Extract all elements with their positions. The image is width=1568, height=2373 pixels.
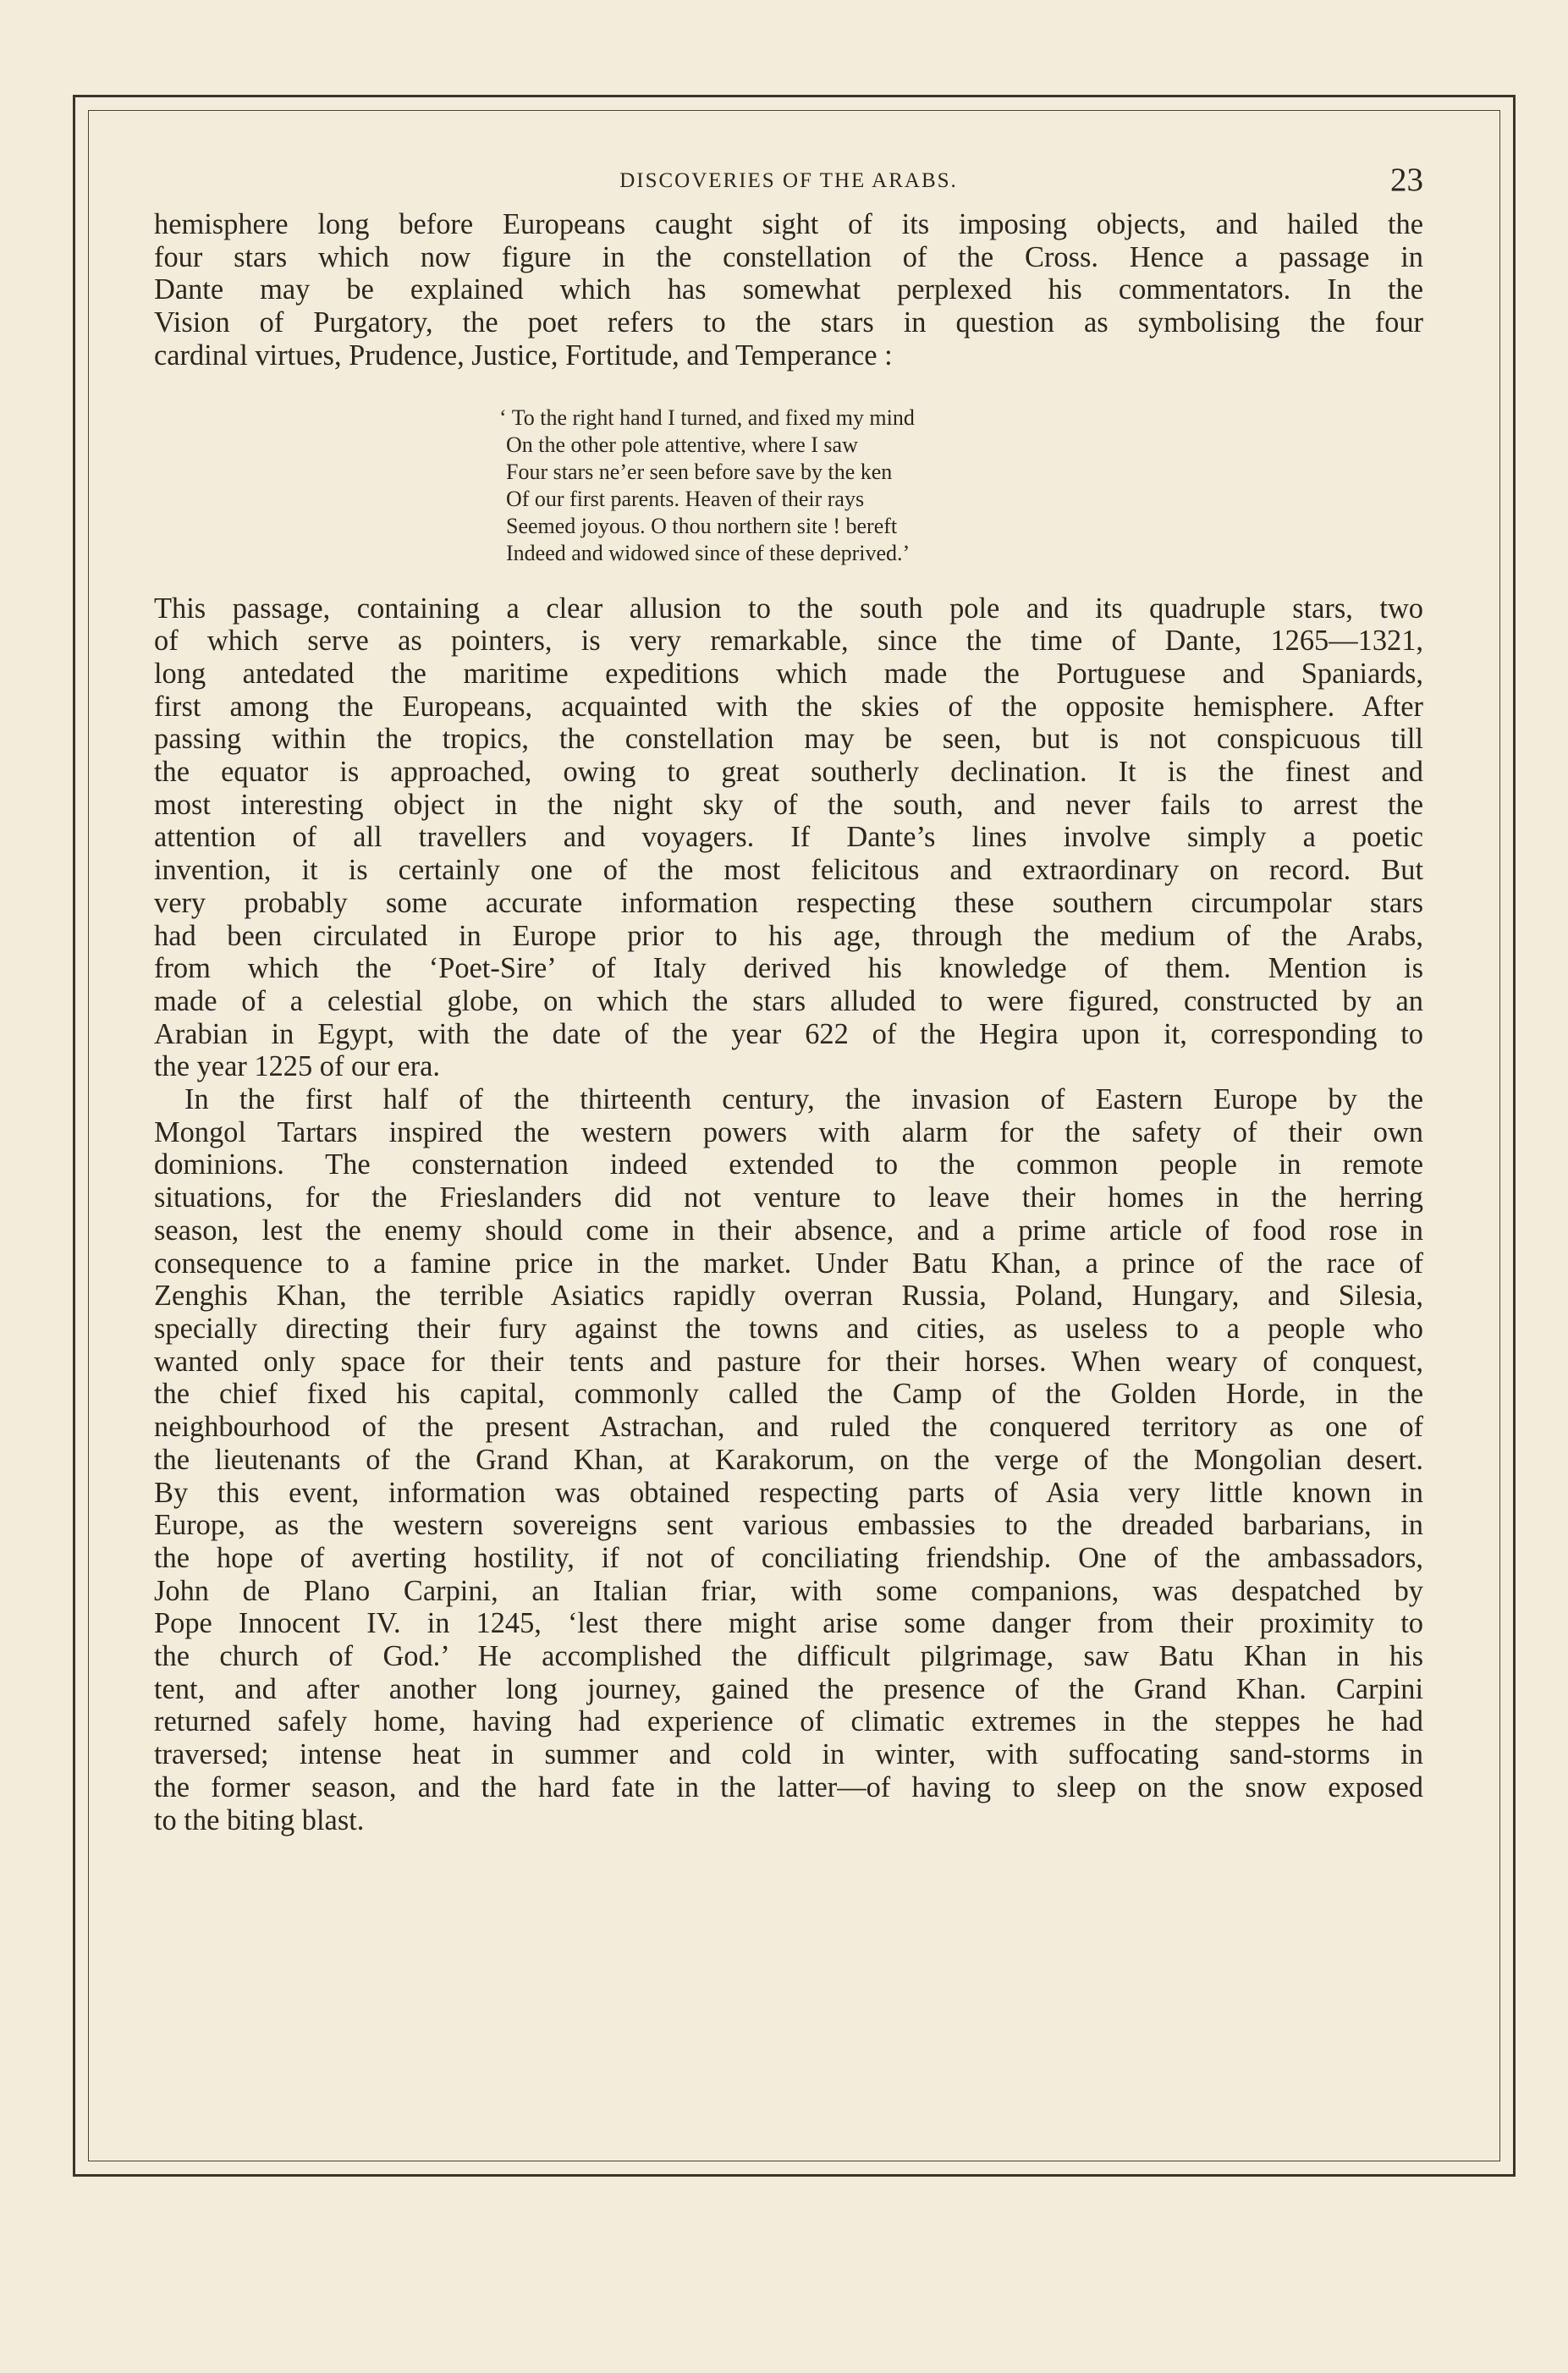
running-title: DISCOVERIES OF THE ARABS.: [619, 169, 958, 192]
verse-line: On the other pole attentive, where I saw: [506, 432, 858, 457]
text-line: long antedated the maritime expeditions which made the Portuguese and Spaniards,: [154, 657, 1423, 690]
text-line: the equator is approached, owing to great southerly declination. It is the finest and: [154, 756, 1423, 789]
text-line: dominions. The consternation indeed extended to the common people in remote: [154, 1148, 1423, 1181]
text-line: had been circulated in Europe prior to his age, through the medium of the Arabs,: [154, 919, 1423, 952]
text-line: the church of God.’ He accomplished the difficult pilgrimage, saw Batu Khan in his: [154, 1640, 1423, 1673]
text-line: consequence to a famine price in the market. Under Batu Khan, a prince of the race of: [154, 1247, 1423, 1280]
text-line: Mongol Tartars inspired the western powers with alarm for the safety of their own: [154, 1115, 1423, 1148]
text-line: very probably some accurate information respecting these southern circumpolar stars: [154, 886, 1423, 919]
book-page: [154, 161, 1423, 1836]
text-line: Dante may be explained which has somewhat perplexed his commentators. In the: [154, 273, 1423, 306]
paragraph-3: [154, 1083, 1423, 1836]
text-line: returned safely home, having had experience of climatic extremes in the steppes he had: [154, 1705, 1423, 1738]
text-line: specially directing their fury against the towns and cities, as useless to a people who: [154, 1312, 1423, 1345]
text-line: season, lest the enemy should come in their absence, and a prime article of food rose in: [154, 1214, 1423, 1247]
page-number: 23: [1390, 162, 1423, 198]
verse-line: Of our first parents. Heaven of their rays: [506, 486, 865, 511]
text-line: four stars which now figure in the constellation of the Cross. Hence a passage in: [154, 240, 1423, 273]
text-line: the lieutenants of the Grand Khan, at Karakorum, on the verge of the Mongolian desert.: [154, 1443, 1423, 1476]
running-head: [154, 161, 1423, 208]
text-line: Vision of Purgatory, the poet refers to the stars in question as symbolising the four: [154, 306, 1423, 339]
text-line: Arabian in Egypt, with the date of the year 622 of the Hegira upon it, corresponding to: [154, 1017, 1423, 1050]
text-line: wanted only space for their tents and pasture for their horses. When weary of conquest,: [154, 1345, 1423, 1378]
text-line: Zenghis Khan, the terrible Asiatics rapidly overran Russia, Poland, Hungary, and Silesia,: [154, 1280, 1423, 1313]
dante-verse-quotation: [499, 405, 1423, 567]
text-line: By this event, information was obtained respecting parts of Asia very little known in: [154, 1476, 1423, 1509]
verse-line: Seemed joyous. O thou northern site ! bereft: [506, 513, 898, 538]
text-line: attention of all travellers and voyagers. If Dante’s lines involve simply a poetic: [154, 821, 1423, 854]
text-line: cardinal virtues, Prudence, Justice, Fortitude, and Temperance :: [154, 339, 893, 372]
paragraph-1: [154, 208, 1423, 372]
text-line: from which the ‘Poet-Sire’ of Italy derived his knowledge of them. Mention is: [154, 952, 1423, 985]
paragraph-2: [154, 592, 1423, 1084]
text-line: situations, for the Frieslanders did not venture to leave their homes in the herring: [154, 1181, 1423, 1214]
text-line: In the first half of the thirteenth century, the invasion of Eastern Europe by the: [184, 1083, 1423, 1116]
text-line: made of a celestial globe, on which the stars alluded to were figured, constructed by an: [154, 984, 1423, 1017]
text-line: traversed; intense heat in summer and cold in winter, with suffocating sand-storms in: [154, 1738, 1423, 1771]
text-line: John de Plano Carpini, an Italian friar, with some companions, was despatched by: [154, 1574, 1423, 1607]
text-line: neighbourhood of the present Astrachan, and ruled the conquered territory as one of: [154, 1411, 1423, 1444]
text-line: the chief fixed his capital, commonly called the Camp of the Golden Horde, in the: [154, 1378, 1423, 1411]
text-line: passing within the tropics, the constellation may be seen, but is not conspicuous till: [154, 723, 1423, 756]
text-line: first among the Europeans, acquainted with the skies of the opposite hemisphere. After: [154, 690, 1423, 723]
text-line: invention, it is certainly one of the most felicitous and extraordinary on record. But: [154, 854, 1423, 887]
text-line: of which serve as pointers, is very remarkable, since the time of Dante, 1265—1321,: [154, 625, 1423, 658]
text-line: the year 1225 of our era.: [154, 1050, 441, 1083]
text-line: Pope Innocent IV. in 1245, ‘lest there might arise some danger from their proximity to: [154, 1607, 1423, 1640]
text-line: the hope of averting hostility, if not of conciliating friendship. One of the ambassadors,: [154, 1541, 1423, 1574]
verse-line: ‘ To the right hand I turned, and fixed my mind: [499, 405, 915, 430]
text-line: tent, and after another long journey, gained the presence of the Grand Khan. Carpini: [154, 1672, 1423, 1705]
text-line: to the biting blast.: [154, 1803, 365, 1836]
text-line: Europe, as the western sovereigns sent various embassies to the dreaded barbarians, in: [154, 1509, 1423, 1542]
verse-line: Four stars ne’er seen before save by the ken: [506, 459, 893, 484]
verse-line: Indeed and widowed since of these deprived.’: [506, 540, 911, 565]
text-line: the former season, and the hard fate in the latter—of having to sleep on the snow exposed: [154, 1770, 1423, 1803]
text-line: most interesting object in the night sky of the south, and never fails to arrest the: [154, 788, 1423, 821]
text-line: hemisphere long before Europeans caught sight of its imposing objects, and hailed the: [154, 208, 1423, 240]
text-line: This passage, containing a clear allusion to the south pole and its quadruple stars, two: [154, 592, 1423, 625]
